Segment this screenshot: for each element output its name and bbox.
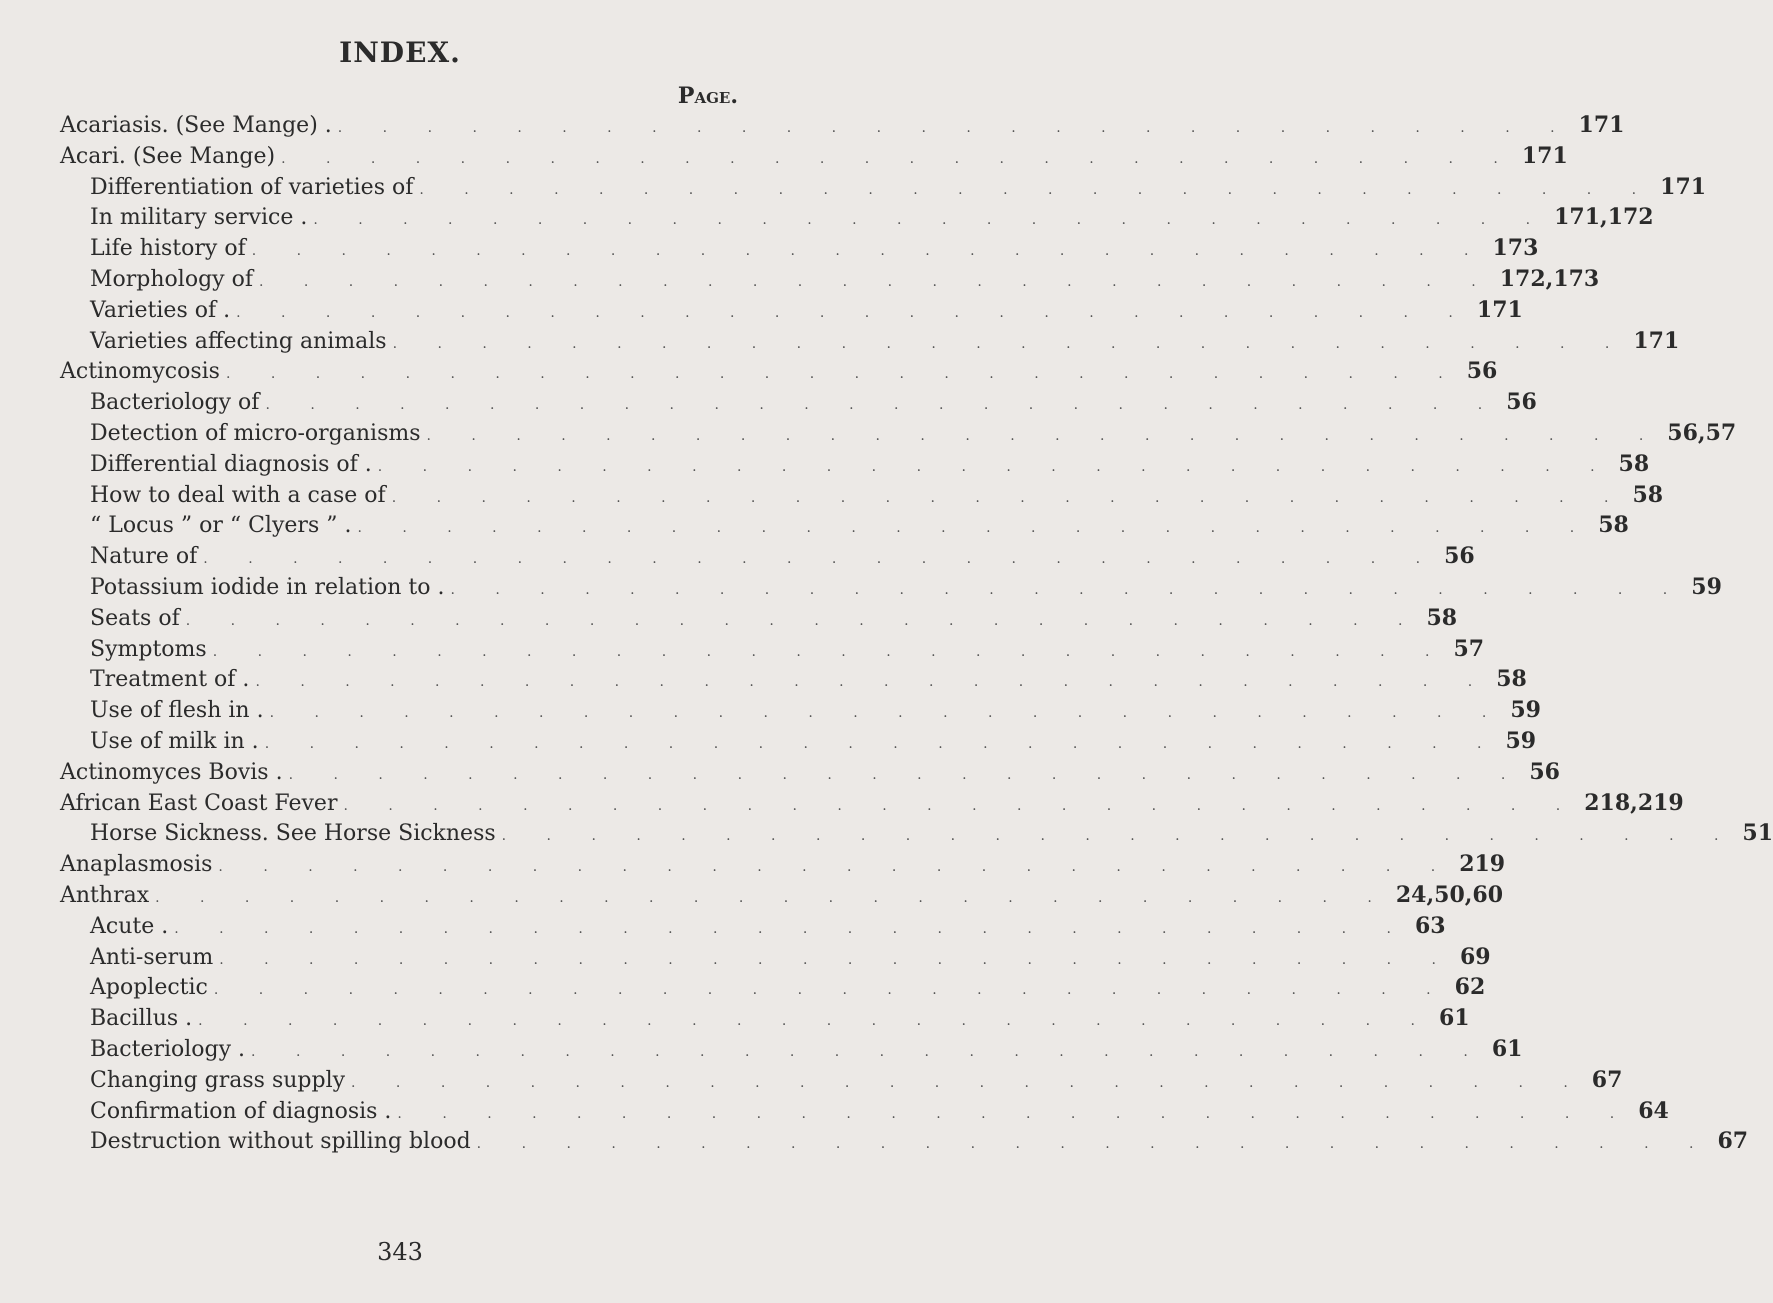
dot-leader: . . . . . . . . . . . . . . . . . . . . . . . . . . . . (251, 1043, 1486, 1060)
dot-leader: . . . . . . . . . . . . . . . . . . . . . . . . . . . . (450, 581, 1686, 598)
index-entry (60, 851, 1506, 882)
index-term: Actinomycosis (60, 359, 220, 385)
index-page-ref: 59 (1691, 573, 1722, 600)
dot-leader: . . . . . . . . . . . . . . . . . . . . . . . . . . . . (174, 920, 1409, 937)
index-entry (60, 820, 1773, 851)
index-term: Differentiation of varieties of (90, 174, 414, 200)
page-column-header: Page. (677, 83, 738, 109)
index-page-ref: 51 (1742, 820, 1773, 847)
index-page-ref: 58 (1496, 666, 1527, 693)
dot-leader: . . . . . . . . . . . . . . . . . . . . . . . . . . . . (351, 1074, 1586, 1091)
index-term: African East Coast Fever (60, 790, 338, 816)
index-page-ref: 56 (1506, 389, 1537, 416)
index-term: Acariasis. (See Mange) . (60, 113, 332, 138)
dot-leader: . . . . . . . . . . . . . . . . . . . . . . . . . . . . (198, 1013, 1433, 1030)
index-term: Acute . (90, 913, 169, 939)
index-page-ref: 61 (1491, 1035, 1523, 1062)
index-entry (60, 604, 1458, 636)
dot-leader: . . . . . . . . . . . . . . . . . . . . . . . . . . . . (236, 304, 1471, 321)
index-page-ref: 59 (1505, 727, 1537, 754)
dot-leader: . . . . . . . . . . . . . . . . . . . . . . . . . . . . (281, 150, 1516, 167)
index-page-ref: 63 (1415, 912, 1446, 939)
index-entry (60, 789, 1684, 821)
index-entry (60, 666, 1527, 697)
dot-leader: . . . . . . . . . . . . . . . . . . . . . . . . . . . . (501, 828, 1737, 845)
index-term: Destruction without spilling blood (90, 1129, 471, 1155)
index-term: Treatment of . (90, 667, 250, 693)
index-term: How to deal with a case of (90, 482, 386, 508)
index-entry (60, 943, 1491, 975)
index-entry (60, 481, 1664, 513)
page-title: INDEX. (339, 36, 461, 69)
dot-leader: . . . . . . . . . . . . . . . . . . . . . . . . . . . . (391, 489, 1627, 506)
index-term: Horse Sickness. See Horse Sickness (90, 821, 496, 847)
index-entry (60, 296, 1523, 328)
index-page-ref: 172,173 (1499, 265, 1600, 292)
dot-leader: . . . . . . . . . . . . . . . . . . . . . . . . . . . . (313, 212, 1549, 229)
dot-leader: . . . . . . . . . . . . . . . . . . . . . . . . . . . . (225, 366, 1461, 383)
index-page-ref: 219 (1459, 851, 1506, 878)
index-page-ref: 58 (1632, 481, 1664, 508)
dot-leader: . . . . . . . . . . . . . . . . . . . . . . . . . . . . (218, 859, 1454, 876)
index-entry (60, 635, 1485, 667)
index-term: Potassium iodide in relation to . (90, 574, 445, 600)
index-term: Use of flesh in . (90, 698, 264, 724)
index-term: Anaplasmosis (60, 852, 213, 878)
index-entry (60, 573, 1722, 605)
index-page-ref: 57 (1453, 635, 1485, 662)
index-term: Use of milk in . (90, 728, 259, 754)
index-entry (60, 450, 1650, 482)
index-page-ref: 58 (1426, 604, 1458, 631)
index-term: Bacteriology . (90, 1036, 246, 1062)
index-entry (60, 1066, 1623, 1098)
index-entry (60, 912, 1446, 944)
dot-leader: . . . . . . . . . . . . . . . . . . . . . . . . . . . . (203, 551, 1439, 568)
index-entry (60, 235, 1539, 266)
index-page-ref: 173 (1492, 235, 1539, 262)
index-page-ref: 61 (1438, 1005, 1470, 1032)
dot-leader: . . . . . . . . . . . . . . . . . . . . . . . . . . . . (213, 982, 1449, 999)
index-term: Anti-serum (90, 944, 214, 970)
dot-leader: . . . . . . . . . . . . . . . . . . . . . . . . . . . . (251, 243, 1487, 260)
index-term: Acari. (See Mange) (60, 143, 276, 169)
dot-leader: . . . . . . . . . . . . . . . . . . . . . . . . . . . . (377, 458, 1613, 475)
index-page-ref: 171 (1660, 173, 1707, 200)
index-entry (60, 1097, 1669, 1129)
index-entry (60, 881, 1504, 913)
index-term: Varieties affecting animals (90, 328, 387, 354)
index-page-ref: 58 (1598, 512, 1629, 539)
index-term: Changing grass supply (90, 1067, 346, 1093)
index-page-ref: 56 (1466, 358, 1498, 385)
dot-leader: . . . . . . . . . . . . . . . . . . . . . . . . . . . . (264, 735, 1500, 752)
dot-leader: . . . . . . . . . . . . . . . . . . . . . . . . . . . . (426, 427, 1662, 444)
dot-leader: . . . . . . . . . . . . . . . . . . . . . . . . . . . . (185, 612, 1421, 629)
dot-leader: . . . . . . . . . . . . . . . . . . . . . . . . . . . . (288, 766, 1524, 783)
index-entry (60, 265, 1600, 297)
index-term: Varieties of . (90, 297, 231, 323)
index-page-ref: 171 (1521, 142, 1568, 169)
dot-leader: . . . . . . . . . . . . . . . . . . . . . . . . . . . . (255, 674, 1491, 691)
index-entry (60, 758, 1560, 790)
index-entry (60, 727, 1537, 759)
index-term: Confirmation of diagnosis . (90, 1098, 392, 1124)
index-entry (60, 173, 1707, 205)
index-page-ref: 56,57 (1667, 419, 1737, 446)
index-page-ref: 171 (1476, 296, 1523, 323)
index-page-ref: 24,50,60 (1395, 881, 1504, 908)
index-entry (60, 1128, 1749, 1159)
index-page-ref: 59 (1510, 697, 1541, 724)
index-entry (60, 389, 1537, 420)
index-term: Morphology of (90, 266, 253, 292)
index-entry (60, 512, 1629, 543)
index-page-ref: 171 (1633, 327, 1680, 354)
index-term: Symptoms (90, 636, 207, 662)
index-term: Nature of (90, 544, 198, 570)
index-page-ref: 62 (1454, 974, 1486, 1001)
index-term: Differential diagnosis of . (90, 451, 372, 477)
index-page-ref: 69 (1460, 943, 1491, 970)
index-entry (60, 697, 1541, 728)
index-entry (60, 543, 1475, 574)
index-entries (60, 112, 1773, 1159)
dot-leader: . . . . . . . . . . . . . . . . . . . . . . . . . . . . (212, 643, 1448, 660)
dot-leader: . . . . . . . . . . . . . . . . . . . . . . . . . . . . (357, 520, 1593, 537)
index-term: Bacillus . (90, 1006, 193, 1032)
index-entry (60, 974, 1486, 1005)
dot-leader: . . . . . . . . . . . . . . . . . . . . . . . . . . . . (476, 1136, 1712, 1153)
dot-leader: . . . . . . . . . . . . . . . . . . . . . . . . . . . . (219, 951, 1454, 968)
index-term: Actinomyces Bovis . (60, 759, 283, 785)
index-page-ref: 58 (1618, 450, 1650, 477)
index-entry (60, 204, 1654, 235)
index-page-ref: 67 (1717, 1128, 1749, 1155)
index-entry (60, 142, 1568, 174)
dot-leader: . . . . . . . . . . . . . . . . . . . . . . . . . . . . (337, 120, 1573, 136)
index-term: Life history of (90, 236, 246, 262)
dot-leader: . . . . . . . . . . . . . . . . . . . . . . . . . . . . (419, 181, 1655, 198)
index-page-ref: 67 (1591, 1066, 1623, 1093)
index-page-ref: 171 (1578, 112, 1625, 138)
dot-leader: . . . . . . . . . . . . . . . . . . . . . . . . . . . . (397, 1105, 1633, 1122)
dot-leader: . . . . . . . . . . . . . . . . . . . . . . . . . . . . (269, 705, 1505, 722)
index-page-ref: 56 (1444, 543, 1475, 570)
index-page-ref: 171,172 (1554, 204, 1654, 231)
page-number: 343 (377, 1238, 423, 1266)
index-entry (60, 358, 1498, 389)
index-entry (60, 419, 1737, 451)
index-entry (60, 112, 1625, 143)
index-term: Apoplectic (90, 975, 208, 1001)
index-entry (60, 1005, 1470, 1036)
index-term: Seats of (90, 605, 180, 631)
index-page-ref: 56 (1529, 758, 1560, 785)
index-term: In military service . (90, 205, 308, 231)
index-term: Anthrax (60, 882, 150, 908)
index-entry (60, 1035, 1523, 1067)
dot-leader: . . . . . . . . . . . . . . . . . . . . . . . . . . . . (343, 797, 1579, 814)
index-term: Detection of micro-organisms (90, 420, 421, 446)
dot-leader: . . . . . . . . . . . . . . . . . . . . . . . . . . . . (155, 889, 1390, 906)
index-entry (60, 327, 1680, 359)
index-term: “ Locus ” or “ Clyers ” . (90, 513, 352, 539)
index-term: Bacteriology of (90, 390, 260, 416)
index-page-ref: 64 (1638, 1097, 1669, 1124)
dot-leader: . . . . . . . . . . . . . . . . . . . . . . . . . . . . (265, 397, 1501, 414)
dot-leader: . . . . . . . . . . . . . . . . . . . . . . . . . . . . (258, 273, 1494, 290)
index-page-ref: 218,219 (1584, 789, 1684, 816)
dot-leader: . . . . . . . . . . . . . . . . . . . . . . . . . . . . (392, 335, 1628, 352)
